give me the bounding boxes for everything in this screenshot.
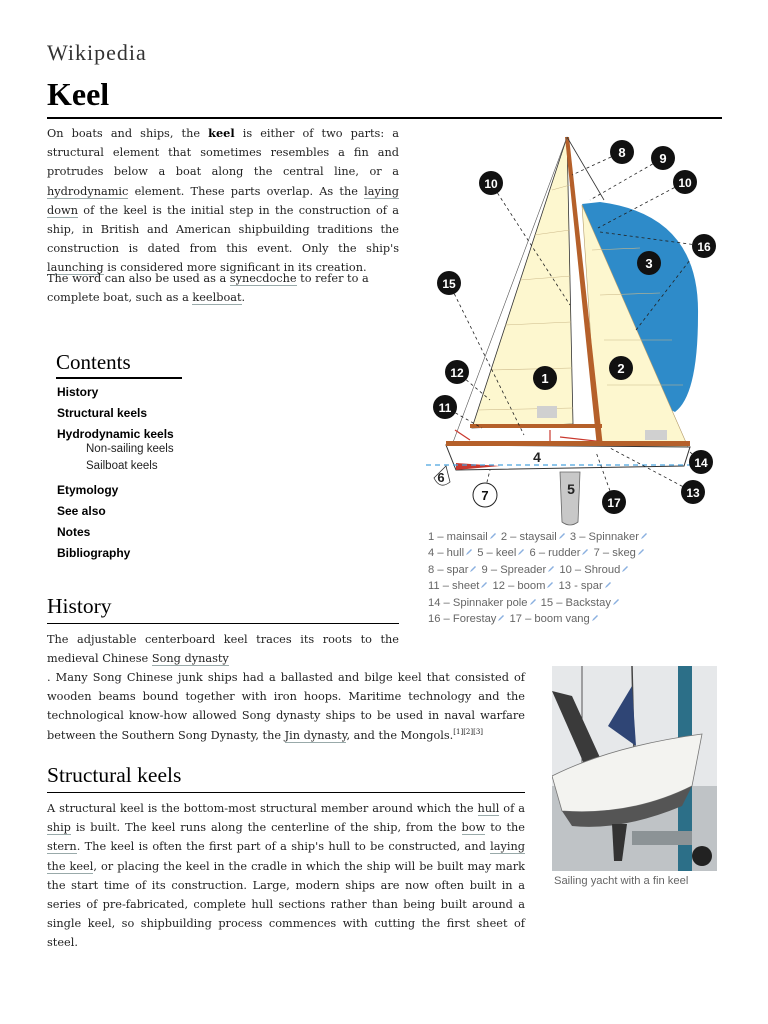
link-keelboat[interactable]: keelboat [192, 291, 242, 305]
diagram-label-11 [433, 395, 457, 419]
structural-keels-divider [47, 792, 525, 793]
toc-non-sailing-keels[interactable]: Non-sailing keels [86, 443, 174, 455]
legend-item: 5 – keel [477, 547, 517, 560]
legend-item: 1 – mainsail [428, 531, 488, 543]
legend-item: 15 – Backstay [540, 596, 611, 609]
pencil-icon[interactable] [621, 562, 629, 570]
legend-item: 12 – boom [492, 580, 546, 593]
link-song-dynasty[interactable]: Song dynasty [151, 652, 229, 666]
svg-text:10: 10 [678, 176, 692, 190]
legend-item: 4 – hull [428, 547, 465, 560]
svg-text:2: 2 [617, 361, 625, 376]
pencil-icon[interactable] [581, 545, 589, 553]
sailing-yacht-photo [552, 666, 717, 871]
diagram-label-9 [651, 146, 675, 170]
link-synecdoche[interactable]: synecdoche [229, 272, 297, 285]
toc-history[interactable]: History [57, 385, 99, 399]
title-divider [47, 117, 722, 119]
diagram-label-12 [445, 360, 469, 384]
diagram-label-15 [437, 271, 461, 295]
link-ship[interactable]: ship [47, 821, 71, 835]
svg-text:8: 8 [618, 145, 626, 160]
diagram-label-16 [692, 234, 716, 258]
contents-divider [56, 377, 182, 379]
history-paragraph-a: The adjustable centerboard keel traces its roots to the medieval Chinese Song dynasty [47, 633, 399, 666]
legend-item: 8 – spar [428, 563, 469, 576]
history-paragraph-b: . Many Song Chinese junk ships had a ballasted and bilge keel that consisted of wooden beams bound together with iron hoops. Maritime technology and the technological know-how allowed Song dynasty ships to be used in naval warfare between the Southern Song Dynasty, the Jin dynasty, and the Mongols.[1][2][3] [47, 671, 525, 742]
citation-refs[interactable]: [1][2][3] [453, 727, 484, 736]
svg-text:11: 11 [438, 401, 452, 415]
pencil-icon[interactable] [558, 529, 566, 537]
svg-text:16: 16 [697, 240, 711, 254]
link-stern[interactable]: stern [47, 840, 77, 854]
pencil-icon[interactable] [640, 529, 648, 537]
photo-caption: Sailing yacht with a fin keel [554, 875, 689, 887]
legend-item: 17 – boom vang [509, 613, 590, 626]
svg-text:4: 4 [533, 449, 541, 465]
toc-bibliography[interactable]: Bibliography [57, 546, 131, 560]
svg-text:7: 7 [481, 488, 489, 503]
history-heading: History [47, 594, 112, 618]
link-laying-down[interactable]: laying down [47, 184, 399, 217]
diagram-label-7 [473, 483, 497, 507]
pencil-icon[interactable] [637, 545, 645, 553]
toc-notes[interactable]: Notes [57, 525, 91, 539]
wikipedia-wordmark[interactable]: Wikipedia [47, 40, 147, 65]
pencil-icon[interactable] [604, 578, 612, 586]
sailboat-diagram [420, 128, 730, 528]
diagram-label-14 [689, 450, 713, 474]
svg-text:1: 1 [541, 371, 549, 386]
toc-sailboat-keels[interactable]: Sailboat keels [86, 460, 158, 472]
svg-text:17: 17 [607, 496, 621, 510]
toc-structural-keels[interactable]: Structural keels [57, 406, 148, 420]
svg-text:13: 13 [686, 486, 700, 500]
legend-item: 13 - spar [558, 580, 603, 593]
legend-item: 14 – Spinnaker pole [428, 596, 528, 609]
legend-item: 6 – rudder [529, 547, 581, 560]
legend-item: 16 – Forestay [428, 613, 497, 626]
diagram-label-2 [609, 356, 633, 380]
toc-hydrodynamic-keels[interactable]: Hydrodynamic keels [57, 427, 174, 441]
toc-see-also[interactable]: See also [57, 504, 106, 518]
diagram-label-10-right [673, 170, 697, 194]
link-launching[interactable]: launching [47, 261, 104, 275]
link-bow[interactable]: bow [461, 821, 486, 835]
diagram-label-1 [533, 366, 557, 390]
pencil-icon[interactable] [489, 529, 497, 537]
intro-paragraph: On boats and ships, the keel is either of two parts: a structural element that sometimes resembles a fin and protrudes below a boat along the central line, or a hydrodynamic element. These parts overlap. As the laying down of the keel is the initial step in the construction of a ship, in British and American shipbuilding traditions the construction is dated from this event. Only the ship's launching is considered more significant in its creation. [47, 126, 399, 275]
link-hydrodynamic[interactable]: hydrodynamic [47, 184, 129, 198]
page-title: Keel [47, 76, 110, 112]
pencil-icon[interactable] [465, 545, 473, 553]
diagram-label-3 [637, 251, 661, 275]
pencil-icon[interactable] [546, 578, 554, 586]
toc-etymology[interactable]: Etymology [57, 483, 119, 497]
svg-text:15: 15 [442, 277, 456, 291]
pencil-icon[interactable] [480, 578, 488, 586]
legend-item: 10 – Shroud [559, 563, 621, 576]
diagram-label-8 [610, 140, 634, 164]
legend-item: 2 – staysail [500, 531, 557, 543]
diagram-label-17 [602, 490, 626, 514]
pencil-icon[interactable] [517, 545, 525, 553]
legend-item: 11 – sheet [428, 580, 480, 593]
svg-text:14: 14 [694, 456, 708, 470]
boom [470, 424, 602, 428]
pencil-icon[interactable] [497, 611, 505, 619]
legend-item: 9 – Spreader [481, 563, 547, 576]
legend-item: 7 – skeg [593, 547, 636, 560]
svg-text:10: 10 [484, 177, 498, 191]
diagram-label-5 [567, 481, 575, 497]
legend-item: 3 – Spinnaker [569, 531, 639, 543]
pencil-icon[interactable] [547, 562, 555, 570]
svg-text:9: 9 [659, 151, 667, 166]
structural-keels-heading: Structural keels [47, 763, 182, 787]
link-hull[interactable]: hull [477, 802, 500, 815]
link-laying-the-keel[interactable]: laying the keel [47, 840, 525, 873]
structural-keels-paragraph: A structural keel is the bottom-most structural member around which the hull of a ship is built. The keel runs along the centerline of the ship, from the bow to the stern. The keel is often the first part of a ship's hull to be constructed, and laying the keel, or placing the keel in the cradle in which the ship will be built may mark the start time of its construction. Large, modern ships are now often built in a series of pre-fabricated, complete hull sections rather than being built around a single keel, so shipbuilding process commences with cutting the first sheet of steel. [47, 802, 525, 950]
diagram-label-13 [681, 480, 705, 504]
diagram-label-4 [533, 449, 541, 465]
svg-text:6: 6 [437, 470, 445, 485]
pencil-icon[interactable] [469, 562, 477, 570]
bold-term: keel [208, 126, 235, 140]
link-jin-dynasty[interactable]: Jin dynasty [284, 728, 347, 742]
contents-title: Contents [56, 350, 131, 374]
svg-text:5: 5 [567, 481, 575, 497]
diagram-label-6 [437, 470, 444, 485]
pencil-icon[interactable] [612, 595, 620, 603]
history-divider [47, 623, 399, 624]
svg-text:12: 12 [450, 366, 464, 380]
svg-text:3: 3 [645, 256, 653, 271]
diagram-legend [428, 529, 728, 627]
diagram-label-10-left [479, 171, 503, 195]
pencil-icon[interactable] [529, 595, 537, 603]
intro-paragraph-2: The word can also be used as a synecdoche to refer to a complete boat, such as a keelboat. [47, 272, 369, 305]
pencil-icon[interactable] [591, 611, 599, 619]
keel [560, 472, 580, 525]
